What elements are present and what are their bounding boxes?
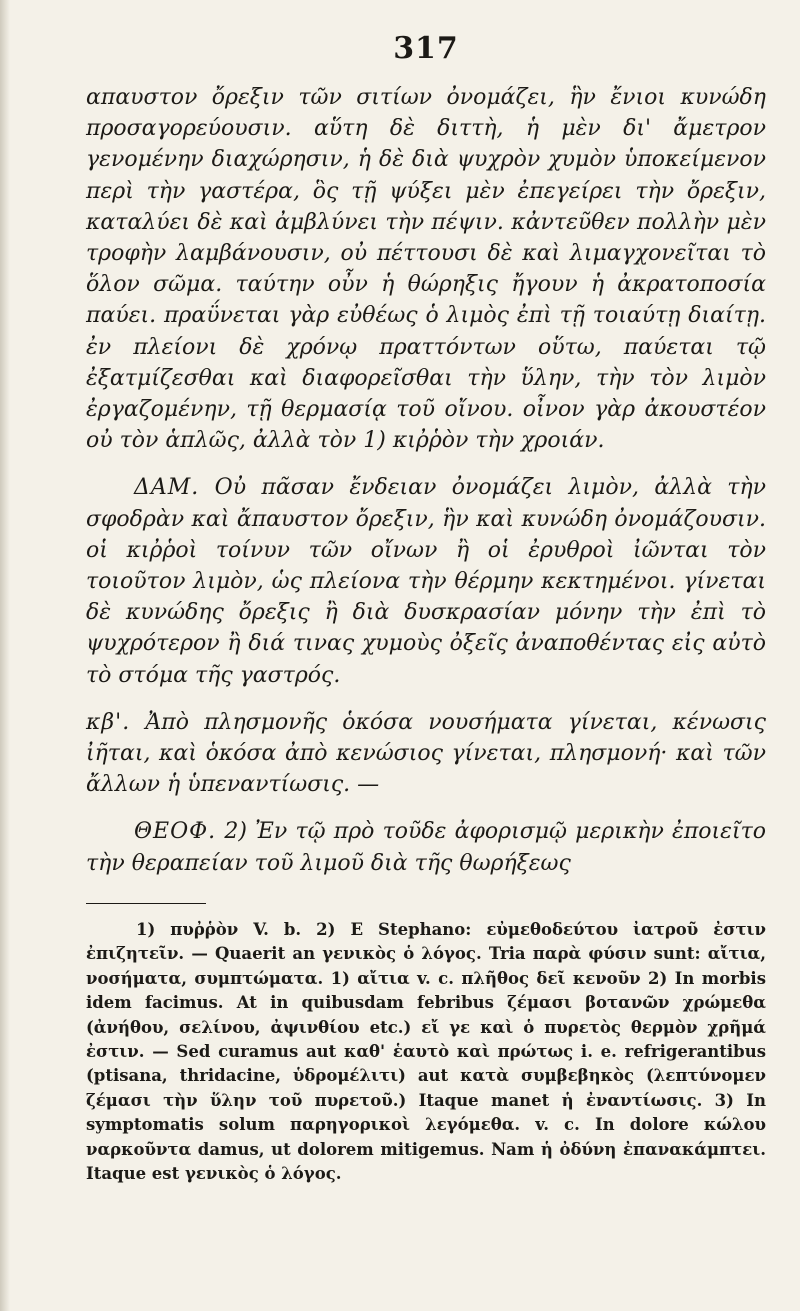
book-page — [86, 30, 766, 1186]
aphorism-22 — [86, 707, 766, 801]
paragraph-2 — [86, 472, 766, 690]
speaker-label-dam: ΔΑΜ. — [134, 475, 200, 501]
paragraph-1-text: απαυστον ὄρεξιν τῶν σιτίων ὀνομάζει, ἣν ἔνιοι κυνώδη προσαγορεύουσιν. αὕτη δὲ διττὴ, ἡ μὲν δι' ἄμετρον γενομένην διαχώρησιν, ἡ δὲ διὰ ψυχρὸν χυμὸν ὑποκείμενον περὶ τὴν γαστέρα, ὃς τῇ ψύξει μὲν ἐπεγείρει τὴν ὄρεξιν, καταλύει δὲ καὶ ἀμβλύνει τὴν πέψιν. κἀντεῦθεν πολλὴν μὲν τροφὴν λαμβάνουσιν, οὐ πέττουσι δὲ καὶ λιμαγχονεῖται τὸ ὅλον σῶμα. ταύτην οὖν ἡ θώρηξις ἤγουν ἡ ἀκρατοποσία παύει. πραΰνεται γὰρ εὐθέως ὁ λιμὸς ἐπὶ τῇ τοιαύτῃ διαίτῃ. ἐν πλείονι δὲ χρόνῳ πραττόντων οὕτω, παύεται τῷ ἐξατμίζεσθαι καὶ διαφορεῖσθαι τὴν ὕλην, τὴν τὸν λιμὸν ἐργαζομένην, τῇ θερμασίᾳ τοῦ οἴνου. οἶνον γὰρ ἀκουστέον οὐ τὸν ἁπλῶς, ἀλλὰ τὸν 1) κιῤῥὸν τὴν χροιάν. — [86, 85, 766, 454]
main-text — [86, 82, 766, 879]
paragraph-1 — [86, 82, 766, 456]
page-number: 317 — [393, 31, 459, 66]
speaker-label-theoph: ΘΕΟΦ. — [134, 819, 217, 845]
page-edge-shadow — [0, 0, 10, 1311]
footnote-block: 1) πυῤῥὸν V. b. 2) E Stephano: εὐμεθοδεύτου ἰατροῦ ἐστιν ἐπιζητεῖν. — Quaerit an γενικὸς ὁ λόγος. Tria παρὰ φύσιν sunt: αἴτια, νοσήματα, συμπτώματα. 1) αἴτια v. c. πλῆθος δεῖ κενοῦν 2) In morbis idem facimus. At in quibusdam febribus ζέμασι βοτανῶν χρώμεθα (ἀνήθου, σελίνου, ἀψινθίου etc.) εἴ γε καὶ ὁ πυρετὸς θερμὸν χρῆμά ἐστιν. — Sed curamus aut καθ' ἑαυτὸ καὶ πρώτως i. e. refrigerantibus (ptisana, thridacine, ὑδρομέλιτι) aut κατὰ συμβεβηκὸς (λεπτύνομεν ζέμασι τὴν ὕλην τοῦ πυρετοῦ.) Itaque manet ἡ ἐναντίωσις. 3) In symptomatis solum παρηγορικοὶ λεγόμεθα. v. c. In dolore κώλου ναρκοῦντα damus, ut dolorem mitigemus. Nam ἡ ὀδύνη ἐπανακάμπτει. Itaque est γενικὸς ὁ λόγος. — [86, 919, 766, 1183]
paragraph-4-text: 2) Ἐν τῷ πρὸ τοῦδε ἀφορισμῷ μερικὴν ἐποιεῖτο τὴν θεραπείαν τοῦ λιμοῦ διὰ τῆς θωρήξεως — [86, 819, 766, 876]
aphorism-22-text: Ἀπὸ πλησμονῆς ὁκόσα νουσήματα γίνεται, κένωσις ἰῆται, καὶ ὁκόσα ἀπὸ κενώσιος γίνεται, πλησμονή· καὶ τῶν ἄλλων ἡ ὑπεναντίωσις. — — [86, 709, 766, 798]
paragraph-2-text: Οὐ πᾶσαν ἔνδειαν ὀνομάζει λιμὸν, ἀλλὰ τὴν σφοδρὰν καὶ ἄπαυστον ὄρεξιν, ἣν καὶ κυνώδη ὀνομάζουσιν. οἱ κιῤῥοὶ τοίνυν τῶν οἴνων ἢ οἱ ἐρυθροὶ ἰῶνται τὸν τοιοῦτον λιμὸν, ὡς πλείονα τὴν θέρμην κεκτημένοι. γίνεται δὲ κυνώδης ὄρεξις ἢ διὰ δυσκρασίαν μόνην τὴν ἐπὶ τὸ ψυχρότερον ἢ διά τινας χυμοὺς ὀξεῖς ἀναποθέντας εἰς αὐτὸ τὸ στόμα τῆς γαστρός. — [86, 475, 766, 688]
paragraph-4 — [86, 816, 766, 878]
footnote-separator — [86, 903, 206, 904]
footnotes — [86, 918, 766, 1186]
aphorism-number: κβ'. — [86, 709, 131, 735]
